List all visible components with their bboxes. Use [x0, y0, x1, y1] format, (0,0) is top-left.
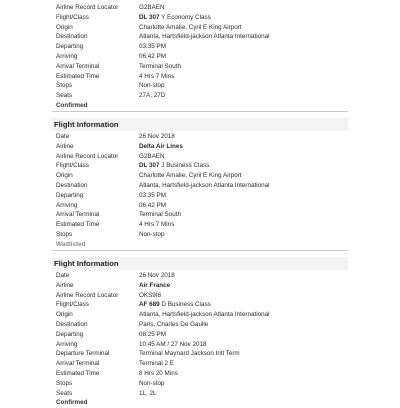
row-arrival-terminal: [52, 359, 348, 369]
label-arriving: Arriving: [56, 340, 78, 348]
row-departing: [52, 330, 348, 340]
value-flight-class: [139, 300, 211, 310]
label-seats: Seats: [56, 389, 73, 397]
row-record-locator: [52, 3, 348, 13]
section-title: Flight Information: [52, 257, 348, 270]
flight-class: Y Economy Class: [159, 13, 211, 21]
value-origin: Atlanta, Hartsfield-jackson Atlanta International: [139, 311, 270, 319]
value-stops: Non-stop: [139, 379, 165, 387]
value-arrival-terminal: Terminal South: [139, 211, 181, 219]
value-destination: Paris, Charles De Gaulle: [139, 320, 209, 328]
label-record-locator: Airline Record Locator: [56, 4, 119, 11]
flight-class: D Business Class: [159, 301, 211, 309]
row-flight-class: [52, 300, 348, 310]
label-seats: Seats: [56, 92, 73, 100]
row-origin: [52, 310, 348, 320]
section-title: Flight Information: [52, 118, 348, 131]
row-flight-class: [52, 161, 348, 171]
value-flight-class: [139, 13, 211, 23]
label-departing: Departing: [56, 330, 84, 338]
flight-info-block-1: [52, 3, 348, 112]
label-estimated-time: Estimated Time: [56, 72, 100, 80]
value-record-locator: G2BAEN: [139, 4, 165, 11]
row-destination: [52, 32, 348, 42]
label-airline: Airline: [56, 281, 74, 289]
value-destination: Atlanta, Hartsfield-jackson Atlanta International: [139, 33, 270, 41]
label-arrival-terminal: Arrival Terminal: [56, 62, 100, 70]
label-flight-class: Flight/Class: [56, 162, 89, 170]
label-stops: Stops: [56, 379, 73, 387]
label-destination: Destination: [56, 320, 88, 328]
value-arrival-terminal: Terminal South: [139, 62, 181, 70]
value-departing: 03:35 PM: [139, 43, 166, 51]
row-date: [52, 271, 348, 281]
value-estimated-time: 8 Hrs 20 Mins: [139, 369, 178, 377]
value-date: 26 Nov 2018: [139, 133, 175, 140]
value-destination: Atlanta, Hartsfield-jackson Atlanta International: [139, 181, 270, 189]
value-record-locator: G2BAEN: [139, 152, 165, 160]
flight-info-block-2: [52, 118, 348, 251]
value-departing: 08:25 PM: [139, 330, 166, 338]
value-date: 26 Nov 2018: [139, 272, 175, 279]
label-destination: Destination: [56, 181, 88, 189]
label-origin: Origin: [56, 172, 73, 180]
value-arrival-terminal: Terminal 2 E: [139, 360, 174, 368]
label-departing: Departing: [56, 191, 84, 199]
row-departing: [52, 191, 348, 201]
row-origin: [52, 171, 348, 181]
label-arrival-terminal: Arrival Terminal: [56, 211, 100, 219]
status-badge: Confirmed: [56, 101, 88, 109]
row-stops: [52, 379, 348, 389]
value-arriving: 10:45 AM / 27 Nov 2018: [139, 340, 207, 348]
row-record-locator: [52, 152, 348, 162]
label-estimated-time: Estimated Time: [56, 221, 100, 229]
status-badge: Waitlisted: [56, 240, 86, 248]
value-airline: Air France: [139, 281, 171, 289]
value-estimated-time: 4 Hrs 7 Mins: [139, 72, 175, 80]
label-record-locator: Airline Record Locator: [56, 291, 119, 299]
value-flight-class: [139, 161, 209, 171]
flight-code: DL 307: [139, 13, 160, 21]
row-record-locator: [52, 291, 348, 301]
row-origin: [52, 23, 348, 33]
label-stops: Stops: [56, 82, 73, 90]
row-estimated-time: [52, 72, 348, 82]
value-stops: Non-stop: [139, 230, 165, 238]
label-departure-terminal: Departure Terminal: [56, 350, 110, 358]
value-arriving: 06:42 PM: [139, 201, 166, 209]
flight-class: J Business Class: [159, 162, 210, 170]
label-date: Date: [56, 272, 70, 279]
label-flight-class: Flight/Class: [56, 13, 89, 21]
row-departure-terminal: [52, 349, 348, 359]
row-arriving: [52, 340, 348, 350]
value-stops: Non-stop: [139, 82, 165, 90]
row-arriving: [52, 201, 348, 211]
row-destination: [52, 181, 348, 191]
value-origin: Charlotte Amalie, Cyril E King Airport: [139, 23, 242, 31]
label-arriving: Arriving: [56, 52, 78, 60]
value-departure-terminal: Terminal Maynard Jackson Intl Term: [139, 350, 240, 358]
row-airline: [52, 142, 348, 152]
flight-code: AF 689: [139, 301, 160, 309]
flight-info-block-3: [52, 257, 348, 408]
row-flight-class: [52, 13, 348, 23]
row-estimated-time: [52, 369, 348, 379]
value-record-locator: OKS9I8: [139, 291, 162, 299]
value-arriving: 06:42 PM: [139, 52, 166, 60]
label-date: Date: [56, 133, 70, 140]
row-arrival-terminal: [52, 62, 348, 72]
value-seats: 27A, 27D: [139, 92, 166, 100]
row-seats: [52, 389, 348, 399]
row-seats: [52, 91, 348, 101]
label-origin: Origin: [56, 311, 73, 319]
label-arrival-terminal: Arrival Terminal: [56, 360, 100, 368]
row-stops: [52, 230, 348, 240]
label-origin: Origin: [56, 23, 73, 31]
flight-code: DL 307: [139, 162, 160, 170]
row-date: [52, 132, 348, 142]
value-departing: 03:35 PM: [139, 191, 166, 199]
row-airline: [52, 281, 348, 291]
label-destination: Destination: [56, 33, 88, 41]
label-stops: Stops: [56, 230, 73, 238]
value-seats: 1L, 2L: [139, 389, 157, 397]
row-arriving: [52, 52, 348, 62]
value-airline: Delta Air Lines: [139, 142, 183, 150]
label-estimated-time: Estimated Time: [56, 369, 100, 377]
row-destination: [52, 320, 348, 330]
label-departing: Departing: [56, 43, 84, 51]
label-airline: Airline: [56, 142, 74, 150]
row-estimated-time: [52, 220, 348, 230]
row-stops: [52, 81, 348, 91]
value-origin: Charlotte Amalie, Cyril E King Airport: [139, 172, 242, 180]
label-arriving: Arriving: [56, 201, 78, 209]
row-departing: [52, 42, 348, 52]
value-estimated-time: 4 Hrs 7 Mins: [139, 221, 175, 229]
label-record-locator: Airline Record Locator: [56, 152, 119, 160]
label-flight-class: Flight/Class: [56, 301, 89, 309]
status-badge: Confirmed: [56, 399, 88, 407]
row-arrival-terminal: [52, 210, 348, 220]
